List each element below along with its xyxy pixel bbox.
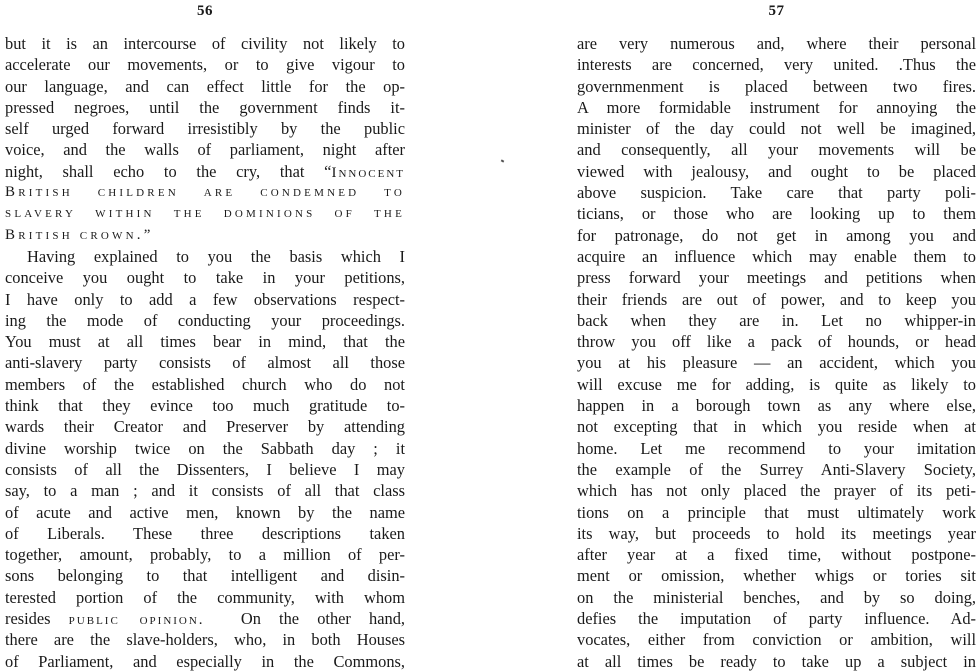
text-line: ticians, or those who are looking up to them <box>577 204 976 224</box>
text-line: ment or omission, whether whigs or tories sit <box>577 566 976 586</box>
small-caps-quote-line: British crown.” <box>5 226 154 243</box>
text-line: anti-slavery party consists of almost all those <box>5 353 405 373</box>
text-line: self urged forward irresistibly by the public <box>5 119 405 139</box>
text-line: sons belonging to that intelligent and disin- <box>5 566 405 586</box>
small-caps-quote: Innocent <box>331 164 405 181</box>
scan-speck <box>501 159 505 162</box>
text-line: there are the slave-holders, who, in both Houses <box>5 630 405 650</box>
text-line: I have only to add a few observations respect- <box>5 289 405 309</box>
text-line: minister of the day could not well be imagined, <box>577 119 976 139</box>
text-run: night, shall echo to the cry, that “ <box>5 161 332 181</box>
text-line: after year at a fixed time, without postpone- <box>577 545 976 565</box>
text-line: press forward your meetings and petitions when <box>577 268 976 288</box>
text-line: accelerate our movements, or to give vigour to <box>5 55 405 75</box>
text-run: On the other hand, <box>204 609 405 629</box>
small-caps-quote-line: slavery within the dominions of the <box>5 205 405 222</box>
text-line <box>5 608 405 629</box>
text-line: say, to a man ; and it consists of all that class <box>5 481 405 501</box>
text-line: You must at all times bear in mind, that the <box>5 332 405 352</box>
text-line: at all times be ready to take up a subject in <box>577 651 976 671</box>
text-line: but it is an intercourse of civility not likely to <box>5 34 405 53</box>
small-caps-quote-line: British children are condemned to <box>5 184 405 201</box>
text-line: acquire an influence which may enable them to <box>577 246 976 266</box>
text-line: of Parliament, and especially in the Commons, <box>5 651 405 671</box>
text-line: the example of the Surrey Anti-Slavery Society, <box>577 459 976 479</box>
text-line: consists of all the Dissenters, I believe I may <box>5 459 405 479</box>
text-run: resides <box>5 609 69 629</box>
text-line: ing the mode of conducting your proceedings. <box>5 310 405 330</box>
page-number-left: 56 <box>197 3 213 19</box>
paragraph-start-line: Having explained to you the basis which I <box>27 246 405 266</box>
small-caps-phrase: public opinion. <box>68 612 205 629</box>
text-line: viewed with jealousy, and ought to be placed <box>577 161 976 181</box>
text-line: conceive you ought to take in your petitions, <box>5 268 405 288</box>
right-page <box>577 0 976 671</box>
text-line: for patronage, do not get in among you and <box>577 225 976 245</box>
text-line: of Liberals. These three descriptions taken <box>5 523 405 543</box>
text-line: divine worship twice on the Sabbath day ; it <box>5 438 405 458</box>
text-line: and consequently, all your movements will be <box>577 140 976 160</box>
text-line: which has not only placed the prayer of its peti- <box>577 481 976 501</box>
text-line: you at his pleasure — an accident, which you <box>577 353 976 373</box>
text-line: above suspicion. Take care that party poli- <box>577 183 976 203</box>
left-page <box>5 0 405 671</box>
page-number-right: 57 <box>768 3 785 19</box>
text-line: interests are concerned, very united. .Thus the <box>577 55 976 75</box>
text-line: back when they are in. Let no whipper-in <box>577 310 976 330</box>
text-line: tions on a principle that must ultimately work <box>577 502 976 522</box>
text-line: happen in a borough town as any where else, <box>577 396 976 416</box>
text-line: together, amount, probably, to a million of per- <box>5 545 405 565</box>
text-line: home. Let me recommend to your imitation <box>577 438 976 458</box>
text-line: their friends are out of power, and to keep you <box>577 289 976 309</box>
text-line: members of the established church who do not <box>5 374 405 394</box>
text-line: its way, but proceeds to hold its meetings year <box>577 523 976 543</box>
text-line: governmenment is placed between two fires. <box>577 76 976 96</box>
text-line: of acute and active men, known by the name <box>5 502 405 522</box>
text-line: vocates, either from conviction or ambition, will <box>577 630 976 650</box>
text-line: will excuse me for adding, is quite as likely to <box>577 374 976 394</box>
text-line: terested portion of the community, with whom <box>5 587 405 607</box>
text-line: A more formidable instrument for annoying the <box>577 97 976 117</box>
right-page-text <box>577 33 976 672</box>
text-line: are very numerous and, where their personal <box>577 34 976 53</box>
text-line: throw you off like a pack of hounds, or head <box>577 332 976 352</box>
text-line: not excepting that in which you reside when at <box>577 417 976 437</box>
text-line: voice, and the walls of parliament, night after <box>5 140 405 160</box>
text-line <box>5 161 405 182</box>
text-line: defies the imputation of party influence. Ad- <box>577 609 976 629</box>
text-line: pressed negroes, until the government finds it- <box>5 97 405 117</box>
text-line: our language, and can effect little for the op- <box>5 76 405 96</box>
text-line: on the ministerial benches, and by so doing, <box>577 587 976 607</box>
text-line: wards their Creator and Preserver by attending <box>5 417 405 437</box>
text-line: think that they evince too much gratitude to- <box>5 396 405 416</box>
left-page-text <box>5 33 405 672</box>
